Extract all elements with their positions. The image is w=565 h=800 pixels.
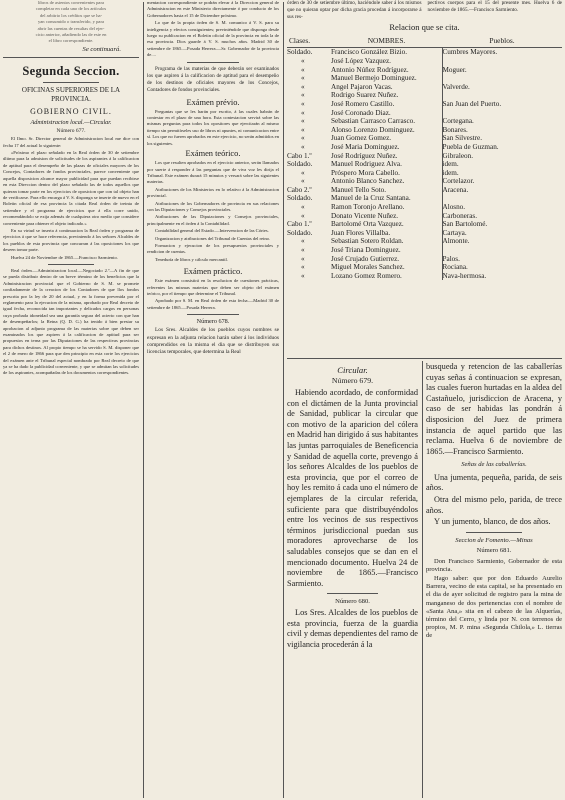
row-clase: «: [301, 117, 305, 126]
header-clases: Clases.: [287, 35, 331, 48]
row-pueblo: Gibraleon.: [442, 152, 562, 161]
programa-title: Programa de las materias de que deberán ser examinados los que aspiren á la calificacion de aptitud para el desempeño de los destinos de oficiales mayores de los Concejos, Contadores de fondos provinciales.: [147, 65, 279, 93]
row-nombre: Juan Gomez Gomez.: [331, 134, 392, 143]
row-nombre: Sebastian Sotero Roldan.: [331, 237, 404, 246]
row-nombre: Antonio Núñez Rodríguez.: [331, 65, 409, 74]
column-1: [3, 0, 139, 800]
row-pueblo: [442, 109, 562, 118]
row-clase: «: [301, 56, 305, 65]
table-row: [287, 212, 562, 221]
row-pueblo: Nava-hermosa.: [442, 272, 562, 281]
examen-practico-heading: Exámen práctico.: [183, 267, 243, 277]
divider: [3, 57, 139, 58]
row-nombre: José Rodríguez Nuñez.: [331, 151, 398, 160]
divider: [187, 62, 239, 63]
row-nombre: Próspero Mora Cabello.: [331, 168, 400, 177]
row-nombre: Manuel Bermejo Dominguez.: [331, 74, 417, 83]
orden-continuation: mentacion correspondiente se podrán elevar á la Direccion general de Administracion en este Ministerio directamente ó por conducto de los Gobernadores hasta el 15 de Diciembre próximo. Lo que de la propia órden de S. M. comunico á V. S. para su inteligencia y efectos consiguientes; previniéndole que disponga desde luego su publicacion en el Boletin oficial de la provincia en toda la de esa provincia. Dios guarde á V. S. muchos años. Madrid 30 de setiembre de 1865.—Posada Herrera.—Sr. Gobernador de la provincia de....: [147, 0, 279, 58]
row-clase: «: [301, 211, 305, 220]
row-clase: «: [301, 108, 305, 117]
relacion-heading: Relacion que se cita.: [389, 22, 460, 33]
table-row: [287, 109, 562, 118]
row-pueblo: Moguer.: [442, 66, 562, 75]
row-pueblo: San Bartolomé.: [442, 220, 562, 229]
relacion-table: [287, 35, 562, 280]
row-clase: Cabo 2.º: [287, 185, 312, 194]
row-pueblo: Carboneras.: [442, 212, 562, 221]
row-pueblo: Aracena.: [442, 186, 562, 195]
row-pueblo: Palos.: [442, 255, 562, 264]
offices-heading: OFICINAS SUPERIORES DE LA PROVINCIA.: [21, 86, 121, 104]
row-clase: «: [301, 203, 305, 212]
table-row: [287, 177, 562, 186]
row-clase: Soldado.: [287, 48, 313, 57]
number-681: Número 681.: [476, 547, 512, 555]
row-nombre: Juan Flores Villalba.: [331, 228, 391, 237]
column-divider: [143, 2, 144, 798]
row-nombre: Ramon Toronjo Arellano.: [331, 203, 405, 212]
row-pueblo: [442, 91, 562, 100]
examen-previo-heading: Exámen prévio.: [186, 97, 240, 107]
table-row: [287, 117, 562, 126]
row-nombre: José Romero Castillo.: [331, 99, 395, 108]
row-clase: Soldado.: [287, 228, 313, 237]
examen-teorico-heading: Exámen teórico.: [185, 149, 241, 159]
row-clase: Cabo 1.º: [287, 151, 312, 160]
row-nombre: Angel Pajaron Vacas.: [331, 82, 393, 91]
row-nombre: Francisco González Bizio.: [331, 48, 408, 57]
colera-text: Habiendo acordado, de conformidad con el dictámen de la Junta provincial de Sanidad, publicar la circular que con motivo de la aparicion del cólera en Madrid han dirigido á sus habitantes las juntas parroquiales de Beneficencia y Sanidad de aquella corte, prevengo á los señores Alcaldes de los pueblos de esta provincia, que por el correo de hoy les remito á cada uno el número de ejemplares de la circular referida, suficiente para que distribuyéndolos entre los vecinos de sus respectivos términos jurisdiccional puedan sus moradores aprovecharse de los saludables consejos que se dan en el mencionado documento. Huelva 24 de noviembre de 1865.—Francisco Sarmiento.: [287, 388, 418, 588]
row-nombre: Sebastian Carrasco Carrasco.: [331, 117, 416, 126]
row-pueblo: Valverde.: [442, 83, 562, 92]
senas-list: Una jumenta, pequeña, parida, de seis años. Otra del mismo pelo, parida, de trece años. Y un jumento, blanco, de dos años.: [426, 472, 562, 527]
table-row: [287, 134, 562, 143]
table-row: [287, 143, 562, 152]
table-row: [287, 126, 562, 135]
row-clase: «: [301, 74, 305, 83]
row-nombre: Manuel Tello Soto.: [331, 185, 387, 194]
caballerias-intro: Los Sres. Alcaldes de los pueblos de esta provincia, fuerza de la guardia civil y demas dependientes del ramo de vigilancia procederán á la: [287, 608, 418, 650]
row-nombre: Alonso Lorenzo Dominguez.: [331, 125, 415, 134]
row-nombre: Lozano Gomez Romero.: [331, 271, 402, 280]
row-clase: «: [301, 168, 305, 177]
examen-practico-text: Este exámen consistirá en la resolucion de cuestiones prácticas, referentes las mismas materias que deben ser objeto del exámen teórico, por el tiempo que determine el Tribunal. Aprobado por S. M. en Real órden de esta fecha.—Madrid 30 de setiembre de 1865.—Posada Herrera.: [147, 278, 279, 310]
row-nombre: José Crujado Gutierrez.: [331, 254, 400, 263]
row-clase: «: [301, 142, 305, 151]
divider: [287, 358, 562, 359]
row-pueblo: Almonte.: [442, 237, 562, 246]
row-pueblo: Cartaya.: [442, 229, 562, 238]
row-pueblo: Cumbres Mayores.: [442, 48, 562, 57]
row-nombre: Donato Vicente Nuñez.: [331, 211, 399, 220]
table-row: [287, 246, 562, 255]
table-row: [287, 100, 562, 109]
row-nombre: Rodrigo Suarez Nuñez.: [331, 91, 399, 100]
row-clase: «: [301, 237, 305, 246]
header-nombres: NOMBRES.: [331, 35, 442, 48]
table-row: [287, 220, 562, 229]
table-row: [287, 169, 562, 178]
row-nombre: José Maria Dominguez.: [331, 142, 400, 151]
row-pueblo: Cortegana.: [442, 117, 562, 126]
row-nombre: Miguel Morales Sanchez.: [331, 263, 405, 272]
row-nombre: José Coronado Diaz.: [331, 108, 391, 117]
table-row: [287, 263, 562, 272]
senas-heading: Señas de las caballerías.: [461, 461, 527, 469]
circular-text: El Ilmo. Sr. Director general de Administracion local me dice con fecha 17 del actual lo siguiente: «Próximo el plazo señalado en la Real órden de 30 de setiembre último para la admision de solicitudes de los aspirantes á la calificacion de aptitud para el desempeño de las plazas de oficiales mayores de los Concejos, Contadores de fondos provinciales, parece conveniente que aquella disposicion alcance mayor publicidad para que puedan recibirse en esta Direccion dentro del plazo señalado las de todos aquellos que quieran tomar parte en los ejercicios de oposicion que con tal objeto han de verificarse. Para ello encarga á V. S. disponga se inserte de nuevo en el Boletin oficial de esa provincia la citada Real órden de treinta de setiembre y el programa de ejercicios que á ella corre unido, recomendándolo se exija además de cualquiera otro medio que considere conveniente para obtener el objeto indicado.» En su virtud se inserta á continuacion la Real órden y programa de ejercicios á que se hace referencia, previniendo á los señores Alcaldes de los pueblos de esta provincia que concurran á las oposiciones los que deseen tomar parte. Huelva 24 de Noviembre de 1865.—Francisco Sarmiento.: [3, 136, 139, 260]
row-pueblo: Cortelazor.: [442, 177, 562, 186]
row-clase: «: [301, 82, 305, 91]
table-row: [287, 229, 562, 238]
row-pueblo: San Silvestre.: [442, 134, 562, 143]
row-pueblo: idem.: [442, 169, 562, 178]
row-pueblo: [442, 57, 562, 66]
examen-previo-text: Preguntas que se les harán por escrito, á las cuales habrán de contestar en el plazo de una hora. Esta contestacion servirá sobre las mismas preguntas para todos los opositores que ejercitarán al mismo tiempo sin permitírseles uso de libros ni apuntes, ni comunicacion entre sí. Los que no fueren aprobados en este ejercicio, no serán admitidos en los siguientes.: [147, 108, 279, 146]
caballerias-text: busqueda y retencion de las caballerías cuyas señas á continuacion se expresan, las cuales fueron hurtadas en la aldea del Castañuelo, jurisdiccion de Aracena, y caso de ser habidas las pondrán á disposicion del Juez de primera instancia de aquel partido que las reclama. Huelva 6 de noviembre de 1865.—Francisco Sarmiento.: [426, 362, 562, 456]
row-clase: «: [301, 125, 305, 134]
licencias-text: Los Sres. Alcaldes de los pueblos cuyos nombres se expresan en la adjunta relacion harán saber á los individuos comprendidos en la misma el dia que se distribuyen sus licencias temporales, que determina la Real: [147, 327, 279, 356]
table-row: [287, 203, 562, 212]
table-row: [287, 57, 562, 66]
divider: [43, 82, 99, 83]
row-pueblo: idem.: [442, 160, 562, 169]
fomento-heading: Seccion de Fomento.—Minas: [455, 536, 533, 544]
row-clase: «: [301, 99, 305, 108]
row-clase: Soldado.: [287, 160, 313, 169]
table-row: [287, 186, 562, 195]
table-row: [287, 237, 562, 246]
previous-text: libros de asientos convenientes para completar en cada uno de los artículos del arbitrio los créditos que se ha- yan consumido o transferido, y para abrir las cuentas de resultas del ejer- cicio anterior, añadiendo las de este en el libro correspondiente.: [35, 0, 107, 44]
table-header-row: [287, 35, 562, 48]
row-clase: «: [301, 91, 305, 100]
table-row: [287, 152, 562, 161]
row-clase: «: [301, 134, 305, 143]
table-row: [287, 272, 562, 281]
row-clase: «: [301, 254, 305, 263]
relacion-intro: órden de 30 de setiembre último, haciéndole saber á los mismos que no quieran optar por dicha gracia procedan á incorporarse á sus res- pectivos cuerpos para el 15 del presente mes. Huelva 6 de noviembre de 1865.—Francisco Sarmiento.: [287, 0, 562, 20]
table-row: [287, 255, 562, 264]
table-row: [287, 66, 562, 75]
divider: [466, 532, 522, 533]
row-pueblo: Bonares.: [442, 126, 562, 135]
examen-teorico-text: Los que resulten aprobados en el ejercicio anterior, serán llamados por suerte á responder á las preguntas que de viva voz les dirija el Tribunal. Este exámen durará 15 minutos y versará sobre las siguientes materias. Atribuciones de los Ministerios en lo relativo á la Administracion provincial. Atribuciones de los Gobernadores de provincia en sus relaciones con las Diputaciones y Consejos provinciales. Atribuciones de las Diputaciones y Consejos provinciales, principalmente en el órden á la Contabilidad. Contabilidad general del Estado.—Intervencion de las Córtes. Organizacion y atribuciones del Tribunal de Cuentas del reino. Formacion y ejecucion de los presupuestos provinciales y rendicion de cuentas. Teneduría de libros y cálculo mercantil.: [147, 160, 279, 262]
row-pueblo: Puebla de Guzman.: [442, 143, 562, 152]
continued-note: Se continuará.: [82, 45, 121, 53]
mina-text: Don Francisco Sarmiento, Gobernador de esta provincia. Hago saber: que por don Eduardo Aurelio Barrera, vecino de esta capital, se ha presentado en el dia de ayer solicitud de registro para la mina de manganeso de dos pertenencias con el nombre de «Santa Ana,» sita en el cabezo de las Alquerías, término del Cerro, y linda por N. con terrenos de propios, M. P. mina «Segunda Chilola,» L. tierras de: [426, 557, 562, 640]
table-row: [287, 194, 562, 203]
number-680: Número 680.: [335, 598, 370, 606]
column-3b: [426, 362, 562, 800]
gobierno-heading: GOBIERNO CIVIL.: [30, 107, 112, 117]
column-divider: [283, 2, 284, 798]
row-pueblo: San Juan del Puerto.: [442, 100, 562, 109]
row-pueblo: [442, 194, 562, 203]
row-pueblo: [442, 246, 562, 255]
row-nombre: Manuel Rodriguez Alva.: [331, 160, 402, 169]
table-row: [287, 48, 562, 57]
section-heading: Segunda Seccion.: [22, 64, 120, 79]
relacion-body: [287, 48, 562, 281]
row-nombre: Bartolomé Orta Vazquez.: [331, 220, 404, 229]
divider: [327, 593, 378, 594]
table-row: [287, 83, 562, 92]
column-3a: [287, 362, 418, 800]
row-clase: «: [301, 65, 305, 74]
table-row: [287, 91, 562, 100]
header-pueblos: Pueblos.: [442, 35, 562, 48]
relacion-block: [287, 0, 562, 358]
real-orden-text: Real órden.—Administracion local.—Negociado 2.º—A fin de que se pueda distribuir dentro de un breve término de los beneficios que la Administracion provincial que el Gobierno de S. M. se promete confiadamente de la creacion de los Contadores de que llos fondos prescrita por la ley de 20 del actual, y en la forma prevenida por el reglamento para la ejecucion de la misma, aprobado por Real decreto de igual fecha, reconocida tan importantes y delicados cargos en personas cuya probada idoneidad sea una garantía segura del acierto con que han de desempeñarlos; la Reina (Q. D. G.) ha tenido á bien prestar su aprobacion al adjunto programa de las materias sobre que deben ser examinados los que aspiren á la calificacion de aptitud para ser propuestos en terna por las Diputaciones de las respectivas provincias para dichos destinos. Al propio tiempo se ha servido S. M. disponer que el 2 de enero de 1866 para que den principio en esta corte los ejercicios del exámen ante el Tribunal especial nombrado por Real decreto de que ya se ha dado la publicidad conveniente, y que se admitan las solicitudes de los aspirantes, acompañadas de los documentos correspondientes.: [3, 267, 139, 376]
row-pueblo: [442, 74, 562, 83]
table-row: [287, 74, 562, 83]
number-677: Número 677.: [56, 128, 86, 135]
row-clase: Soldado.: [287, 194, 313, 203]
row-pueblo: Alosno.: [442, 203, 562, 212]
number-678: Número 678.: [196, 318, 230, 326]
row-clase: «: [301, 246, 305, 255]
row-nombre: José López Vazquez.: [331, 56, 391, 65]
row-nombre: Manuel de la Cruz Santana.: [331, 194, 411, 203]
number-679: Número 679.: [331, 376, 374, 385]
column-2: [147, 0, 279, 800]
row-clase: «: [301, 271, 305, 280]
row-pueblo: Rociana.: [442, 263, 562, 272]
row-clase: Cabo 1.º: [287, 220, 312, 229]
admin-heading: Administracion local.—Circular.: [30, 119, 112, 127]
row-clase: «: [301, 177, 305, 186]
divider: [187, 314, 239, 315]
column-divider: [422, 361, 423, 798]
row-nombre: José Triana Dominguez.: [331, 246, 401, 255]
row-nombre: Antonio Blanco Sanchez.: [331, 177, 405, 186]
divider: [48, 264, 94, 265]
table-row: [287, 160, 562, 169]
circular-heading: Circular.: [337, 365, 368, 375]
row-clase: «: [301, 263, 305, 272]
